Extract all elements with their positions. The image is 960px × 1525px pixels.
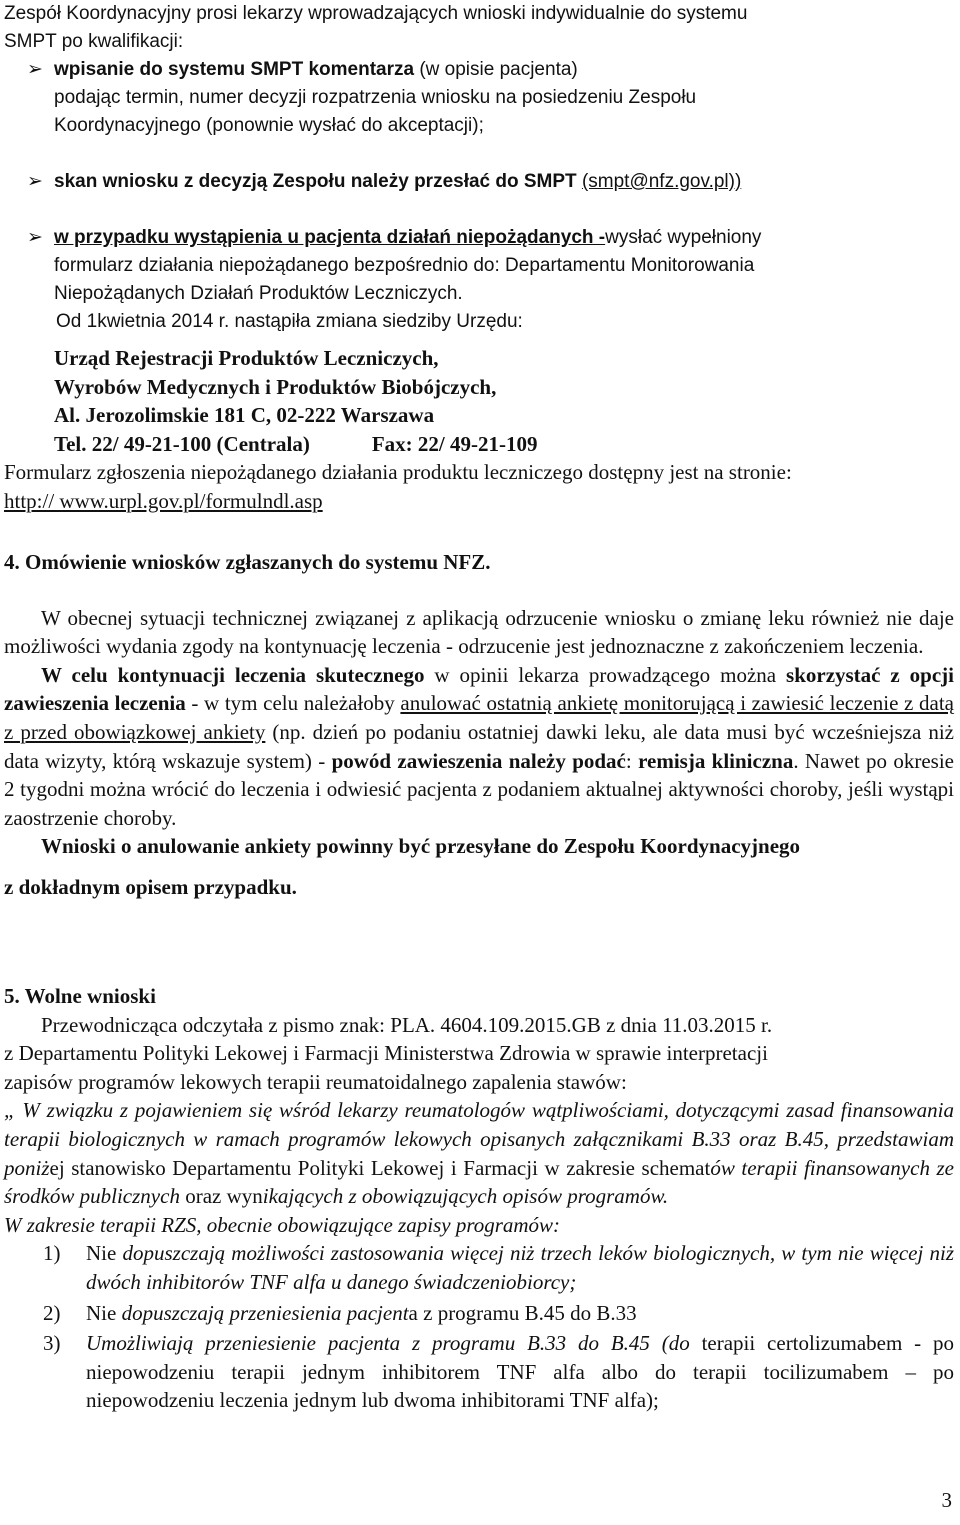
smpt-email-link[interactable]: (smpt@nfz.gov.pl)) xyxy=(581,171,742,192)
ministry-quote: „ W związku z pojawieniem się wśród lekarzy reumatologów wątpliwościami, dotyczącymi zasad finansowania terapii biologicznych w ramach programów lekowych opisanych załącznikami B.33 oraz B.45, przedstawiam poniżej stanowisko Departamentu Polityki Lekowej i Farmacji w zakresie schematów terapii finansowanych ze środków publicznych oraz wynikających z obowiązujących opisów programów. xyxy=(4,1098,954,1209)
section-5-heading: 5. Wolne wnioski xyxy=(4,984,156,1008)
form-availability: Formularz zgłoszenia niepożądanego działania produktu leczniczego dostępny jest na stronie: http:// www.urpl.gov.pl/formulndl.asp xyxy=(4,458,954,515)
section-4-heading: 4. Omówienie wniosków zgłaszanych do systemu NFZ. xyxy=(4,550,491,574)
section-5: 5. Wolne wnioski Przewodnicząca odczytała z pismo znak: PLA. 4604.109.2015.GB z dnia 11.03.2015 r. z Departamentu Polityki Lekowej i Farmacji Ministerstwa Zdrowia w sprawie interpretacji zapisów programów lekowych terapii reumatoidalnego zapalenia stawów: „ W związku z pojawieniem się wśród lekarzy reumatologów wątpliwościami, dotyczącymi zasad finansowania terapii biologicznych w ramach programów lekowych opisanych załącznikami B.33 oraz B.45, przedstawiam poniżej stanowisko Departamentu Polityki Lekowej i Farmacji w zakresie schematów terapii finansowanych ze środków publicznych oraz wynikających z obowiązujących opisów programów. W zakresie terapii RZS, obecnie obowiązujące zapisy programów: 1) Nie dopuszczają możliwości zastosowania więcej niż trzech leków biologicznych, w tym nie więcej niż dwóch inhibitorów TNF alfa u danego świadczeniobiorcy; 2) Nie dopuszczają przeniesienia pacjenta z programu B.45 do B.33 3) Umożliwiają przeniesienie pacjenta z programu B.33 do B.45 (do terapii certolizumabem - po niepowodzeniu terapii jednym inhibitorem TNF alfa albo do terapii tocilizumabem – po niepowodzeniu leczenia jednym lub dwoma inhibitorami TNF alfa); xyxy=(4,982,954,1415)
page-number: 3 xyxy=(941,1488,952,1512)
section-4-para1: W obecnej sytuacji technicznej związanej z aplikacją odrzucenie wniosku o zmianę leku również nie daje możliwości wydania zgody na kontynuację leczenia - odrzucenie jest jednoznaczne z zakończeniem leczenia. xyxy=(4,605,954,659)
office-address: Urząd Rejestracji Produktów Leczniczych, Wyrobów Medycznych i Produktów Biobójczych, Al. Jerozolimskie 181 C, 02-222 Warszawa Tel. 22/ 49-21-100 (Centrala) Fax: 22/ 49-21-109 xyxy=(4,344,954,458)
arrow-bullet-icon: ➢ xyxy=(27,227,43,248)
program-rule-3: 3) Umożliwiają przeniesienie pacjenta z programu B.33 do B.45 (do terapii certolizumabem - po niepowodzeniu terapii jednym inhibitorem TNF alfa albo do terapii tocilizumabem – po niepowodzeniu leczenia jednym lub dwoma inhibitorami TNF alfa); xyxy=(43,1331,954,1413)
program-rule-1: 1) Nie dopuszczają możliwości zastosowania więcej niż trzech leków biologicznych, w tym nie więcej niż dwóch inhibitorów TNF alfa u danego świadczeniobiorcy; xyxy=(43,1241,955,1294)
section-4-para3: Wnioski o anulowanie ankiety powinny być przesyłane do Zespołu Koordynacyjnego xyxy=(41,834,801,859)
urpl-form-link[interactable]: http:// www.urpl.gov.pl/formulndl.asp xyxy=(4,488,323,513)
bullet-scan-send: ➢ skan wniosku z decyzją Zespołu należy przesłać do SMPT (smpt@nfz.gov.pl)) xyxy=(4,168,954,196)
arrow-bullet-icon: ➢ xyxy=(27,171,43,192)
arrow-bullet-icon: ➢ xyxy=(27,59,43,80)
smpt-instructions xyxy=(4,0,954,336)
program-rule-2: 2) Nie dopuszczają przeniesienia pacjenta z programu B.45 do B.33 xyxy=(43,1300,637,1325)
bullet-adverse-effects: ➢ w przypadku wystąpienia u pacjenta działań niepożądanych -wysłać wypełniony formularz działania niepożądanego bezpośrednio do: Departamentu Monitorowania Niepożądanych Działań Produktów Leczniczych. Od 1kwietnia 2014 r. nastąpiła zmiana siedziby Urzędu: xyxy=(4,224,954,336)
intro-text: Zespół Koordynacyjny prosi lekarzy wprowadzających wnioski indywidualnie do systemu SMPT po kwalifikacji: xyxy=(4,3,748,52)
section-4-para2: W celu kontynuacji leczenia skutecznego w opinii lekarza prowadzącego można skorzystać z opcji zawieszenia leczenia - w tym celu należałoby anulować ostatnią ankietę monitorującą i zawiesić leczenie z datą z przed obowiązkowej ankiety (np. dzień po podaniu ostatniej dawki leku, ale data musi być wcześniejsza niż data wizyty, którą wskazuje system) - powód zawieszenia należy podać: remisja kliniczna. Nawet po okresie 2 tygodni można wrócić do leczenia i odwiesić pacjenta z podaniem aktualnej aktywności choroby, jeśli wystąpi zaostrzenie choroby. xyxy=(4,662,955,830)
section-4: 4. Omówienie wniosków zgłaszanych do systemu NFZ. W obecnej sytuacji technicznej związanej z aplikacją odrzucenie wniosku o zmianę leku również nie daje możliwości wydania zgody na kontynuację leczenia - odrzucenie jest jednoznaczne z zakończeniem leczenia. W celu kontynuacji leczenia skutecznego w opinii lekarza prowadzącego można skorzystać z opcji zawieszenia leczenia - w tym celu należałoby anulować ostatnią ankietę monitorującą i zawiesić leczenie z datą z przed obowiązkowej ankiety (np. dzień po podaniu ostatniej dawki leku, ale data musi być wcześniejsza niż data wizyty, którą wskazuje system) - powód zawieszenia należy podać: remisja kliniczna. Nawet po okresie 2 tygodni można wrócić do leczenia i odwiesić pacjenta z podaniem aktualnej aktywności choroby, jeśli wystąpi zaostrzenie choroby. Wnioski o anulowanie ankiety powinny być przesyłane do Zespołu Koordynacyjnego z dokładnym opisem przypadku. xyxy=(4,550,955,899)
contact-phone-fax: Tel. 22/ 49-21-100 (Centrala) Fax: 22/ 49-21-109 xyxy=(54,431,538,456)
bullet-smpt-comment: ➢ wpisanie do systemu SMPT komentarza (w opisie pacjenta) podając termin, numer decyzji rozpatrzenia wniosku na posiedzeniu Zespołu Koordynacyjnego (ponownie wysłać do akceptacji); xyxy=(4,56,954,140)
